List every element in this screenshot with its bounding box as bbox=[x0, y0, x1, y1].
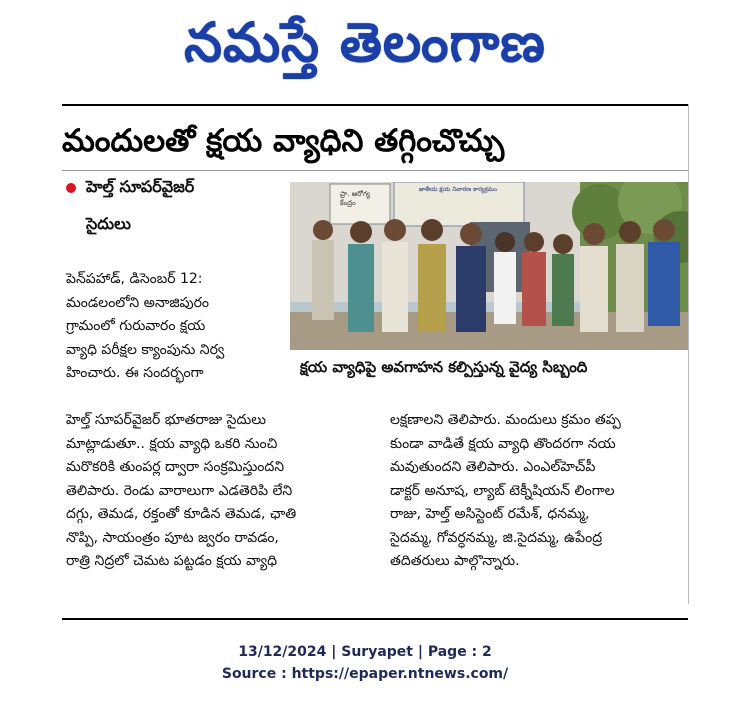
body-line: లక్షణాలని తెలిపారు. మందులు క్రమం తప్ప bbox=[390, 412, 621, 428]
body-column-b bbox=[66, 409, 296, 574]
masthead-title: నమస్తే తెలంగాణ bbox=[184, 11, 546, 74]
article-headline: మందులతో క్షయ వ్యాధిని తగ్గించొచ్చు bbox=[62, 123, 505, 159]
body-column-a bbox=[66, 268, 224, 386]
body-line: సైదమ్మ, గోవర్ధనమ్మ, జి.సైదమ్మ, ఉపేంద్ర bbox=[390, 529, 603, 546]
photo-sign-text: ప్రా. ఆరోగ్య కేంద్రం bbox=[340, 190, 371, 207]
body-line: పెన్‌పహాడ్, డిసెంబర్ 12: bbox=[66, 271, 203, 287]
footer-source-line: Source : https://epaper.ntnews.com/ bbox=[221, 666, 509, 682]
headline-divider bbox=[62, 170, 688, 171]
body-line: మవుతుందని తెలిపారు. ఎంఎల్‌హెచ్‌పీ bbox=[390, 459, 596, 475]
body-line: హెల్త్ సూపర్‌వైజర్ భూతరాజు సైదులు bbox=[66, 412, 266, 428]
photo-banner-text: జాతీయ క్షయ నివారణ కార్యక్రమం bbox=[418, 186, 498, 193]
body-line: హించారు. ఈ సందర్భంగా bbox=[66, 365, 204, 381]
top-divider bbox=[62, 104, 688, 106]
body-line: వ్యాధి పరీక్షల క్యాంపును నిర్వ bbox=[66, 341, 225, 358]
body-column-c bbox=[390, 409, 621, 574]
body-line: మండలంలోని అనాజిపురం bbox=[66, 294, 209, 311]
photo-caption: క్షయ వ్యాధిపై అవగాహన కల్పిస్తున్న వైద్య సిబ్బంది bbox=[300, 358, 588, 376]
body-line: మాట్లాడుతూ.. క్షయ వ్యాధి ఒకరి నుంచి bbox=[66, 435, 278, 452]
body-line: రాత్రి నిద్రలో చెమట పట్టడం క్షయ వ్యాధి bbox=[66, 553, 277, 569]
body-line: గ్రామంలో గురువారం క్షయ bbox=[66, 318, 206, 334]
bullet-icon bbox=[66, 183, 76, 193]
body-line: మరొకరికి తుంపర్ల ద్వారా సంక్రమిస్తుందని bbox=[66, 459, 285, 475]
body-line: తదితరులు పాల్గొన్నారు. bbox=[390, 553, 520, 569]
body-line: నొప్పి, సాయంత్రం పూట జ్వరం రావడం, bbox=[66, 529, 279, 546]
article-bottom-rule bbox=[62, 618, 688, 620]
byline-name: సైదులు bbox=[86, 214, 131, 233]
article-photo bbox=[290, 182, 688, 350]
body-line: కుండా వాడితే క్షయ వ్యాధి తొందరగా నయ bbox=[390, 435, 616, 452]
body-line: రాజు, హెల్త్ అసిస్టెంట్ రమేశ్, ధనమ్మ, bbox=[390, 506, 590, 522]
right-edge-rule bbox=[688, 104, 689, 604]
body-line: డాక్టర్ అనూష, ల్యాబ్ టెక్నీషియన్ లింగాల bbox=[390, 482, 615, 499]
body-line: దగ్గు, తెమడ, రక్తంతో కూడిన తెమడ, ఛాతి bbox=[66, 506, 297, 522]
byline-role: హెల్త్ సూపర్‌వైజర్ bbox=[86, 177, 195, 196]
body-line: తెలిపారు. రెండు వారాలుగా ఎడతెరిపి లేని bbox=[66, 482, 293, 499]
footer-date-line: 13/12/2024 | Suryapet | Page : 2 bbox=[238, 644, 492, 660]
